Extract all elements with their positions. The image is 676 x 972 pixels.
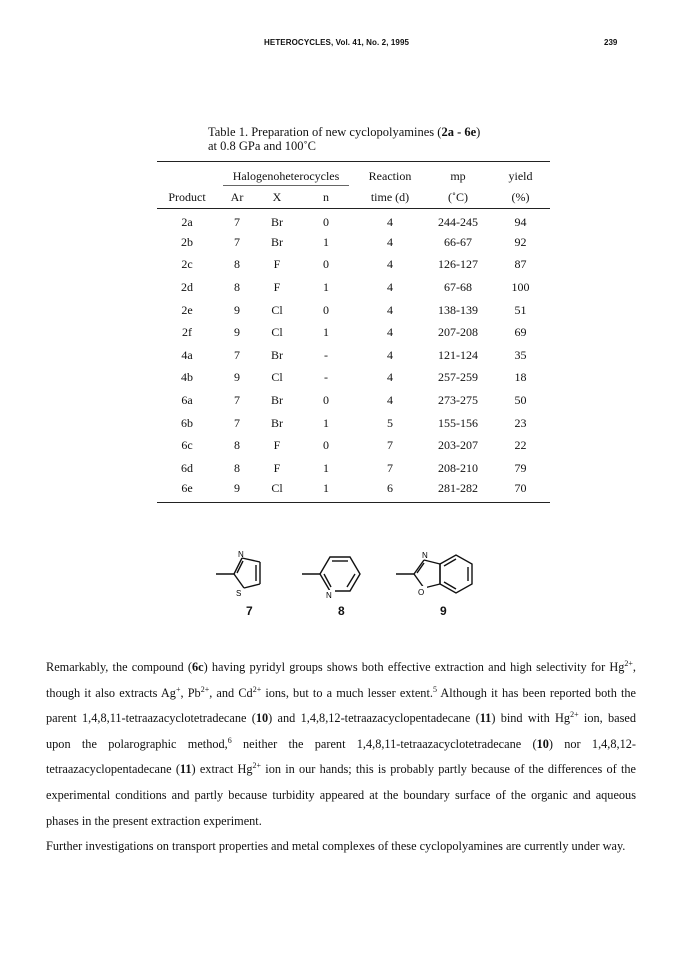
cell-n: 1 (323, 460, 329, 475)
table-row (157, 299, 550, 322)
cell-mp: 126-127 (438, 257, 478, 272)
cell-mp: 208-210 (438, 460, 478, 475)
table-row (157, 254, 550, 277)
cell-time: 4 (387, 347, 393, 362)
cell-x: Br (271, 214, 283, 229)
structure-label-8: 8 (338, 604, 345, 618)
table-row (157, 344, 550, 367)
cell-time: 7 (387, 460, 393, 475)
cell-ar: 7 (234, 415, 240, 430)
table-row (157, 412, 550, 435)
cell-time: 4 (387, 325, 393, 340)
thiazole-structure (212, 540, 292, 610)
cell-time: 4 (387, 302, 393, 317)
cell-n: 0 (323, 257, 329, 272)
table-body (157, 209, 550, 503)
cell-product: 6c (181, 438, 193, 453)
cell-time: 6 (387, 481, 393, 496)
table-caption: Table 1. Preparation of new cyclopolyamines (2a - 6e) at 0.8 GPa and 100˚C (208, 125, 481, 153)
atom-n-label: N (422, 551, 428, 560)
cell-x: Cl (271, 302, 283, 317)
cell-product: 2a (181, 214, 193, 229)
col-time: time (d) (355, 186, 425, 209)
cell-yield: 22 (514, 438, 527, 453)
cell-ar: 7 (234, 234, 240, 249)
caption-range: 2a - 6e (441, 125, 477, 139)
atom-o-label: O (418, 588, 425, 597)
atom-n-label: N (326, 591, 332, 600)
cell-product: 2c (181, 257, 193, 272)
running-header (0, 38, 676, 52)
preparation-table (157, 161, 550, 503)
cell-mp: 155-156 (438, 415, 478, 430)
cell-mp: 203-207 (438, 438, 478, 453)
cell-x: Br (271, 347, 283, 362)
cell-n: - (324, 370, 328, 385)
cell-yield: 50 (514, 393, 527, 408)
cell-product: 6e (181, 481, 193, 496)
cell-time: 4 (387, 280, 393, 295)
cell-mp: 66-67 (444, 234, 472, 249)
cell-mp: 207-208 (438, 325, 478, 340)
cell-mp: 257-259 (438, 370, 478, 385)
table-row (157, 276, 550, 299)
cell-x: Br (271, 415, 283, 430)
cell-product: 6b (181, 415, 193, 430)
cell-product: 2f (182, 325, 192, 340)
cell-ar: 7 (234, 214, 240, 229)
cell-x: Br (271, 234, 283, 249)
benzoxazole-structure (392, 540, 492, 610)
table-row (157, 231, 550, 254)
cell-x: Cl (271, 370, 283, 385)
cell-product: 6a (181, 393, 193, 408)
cell-yield: 100 (511, 280, 530, 295)
cell-yield: 18 (514, 370, 527, 385)
reference-6: 6 (227, 735, 232, 745)
cell-mp: 244-245 (438, 214, 478, 229)
cell-product: 4b (181, 370, 193, 385)
cell-yield: 92 (514, 234, 527, 249)
cell-n: 0 (323, 438, 329, 453)
atom-n-label: N (238, 550, 244, 559)
table-row (157, 321, 550, 344)
col-yield-unit: (%) (491, 186, 550, 209)
cell-x: Cl (271, 325, 283, 340)
cell-n: 1 (323, 234, 329, 249)
cell-x: F (273, 257, 281, 272)
cell-x: F (273, 460, 281, 475)
col-n: n (297, 186, 355, 209)
table-row (157, 457, 550, 480)
cell-time: 4 (387, 370, 393, 385)
table-row (157, 480, 550, 503)
group-header: Halogenoheterocycles (217, 162, 355, 187)
body-text (46, 655, 636, 860)
cell-time: 4 (387, 234, 393, 249)
cell-n: 1 (323, 415, 329, 430)
col-x: X (257, 186, 297, 209)
cell-yield: 35 (514, 347, 527, 362)
cell-yield: 51 (514, 302, 527, 317)
cell-ar: 7 (234, 347, 240, 362)
cell-time: 4 (387, 214, 393, 229)
cell-n: 1 (323, 280, 329, 295)
cell-product: 2e (181, 302, 193, 317)
cell-yield: 79 (514, 460, 527, 475)
cell-mp: 67-68 (444, 280, 472, 295)
cell-product: 4a (181, 347, 193, 362)
cell-x: Br (271, 393, 283, 408)
cell-ar: 8 (234, 280, 240, 295)
cell-time: 4 (387, 257, 393, 272)
pyridine-structure (298, 540, 378, 610)
journal-citation: HETEROCYCLES, Vol. 41, No. 2, 1995 (264, 38, 410, 47)
reference-5: 5 (432, 684, 437, 694)
paragraph-further: Further investigations on transport properties and metal complexes of these cyclopolyamines are currently under way. (46, 839, 626, 854)
cell-mp: 121-124 (438, 347, 478, 362)
cell-yield: 87 (514, 257, 527, 272)
cell-ar: 9 (234, 325, 240, 340)
cell-n: 1 (323, 325, 329, 340)
cell-n: 0 (323, 393, 329, 408)
cell-n: 0 (323, 302, 329, 317)
table-row (157, 367, 550, 390)
cell-x: F (273, 280, 281, 295)
cell-yield: 94 (514, 214, 527, 229)
cell-ar: 7 (234, 393, 240, 408)
cell-mp: 273-275 (438, 393, 478, 408)
cell-ar: 8 (234, 438, 240, 453)
atom-s-label: S (236, 589, 242, 598)
structure-label-9: 9 (440, 604, 447, 618)
paragraph-extraction: Remarkably, the compound (6c) having pyridyl groups shows both effective extraction and high selectivity for $Hg^{2+}$, though it also extracts Ag+, $Pb^{2+}$, and $Cd^{2+}$ ions, but to a much lesser extent.$^5$ Although it has been reported both the parent 1,4,8,11-tetraazacyclotetradecane (10) and 1,4,8,12-tetraazacyclopentadecane (11) bind with $Hg^{2+}$ ion, based upon the polarographic method,$^6$ neither the parent 1,4,8,11-tetraazacyclotetradecane (10) nor 1,4,8,12-tetraazacyclopentadecane (11) extract $Hg^{2+}$ ion in our hands; this is probably partly because of the differences of the experimental conditions and partly because turbidity appeared at the boundary surface of the organic and aqueous phases in the present extraction experiment. (46, 658, 637, 828)
table-row (157, 209, 550, 232)
cell-x: F (273, 438, 281, 453)
cell-yield: 69 (514, 325, 527, 340)
cell-ar: 9 (234, 370, 240, 385)
cell-time: 5 (387, 415, 393, 430)
cell-mp: 138-139 (438, 302, 478, 317)
cell-product: 2d (181, 280, 193, 295)
col-ar: Ar (217, 186, 257, 209)
table-row (157, 434, 550, 457)
cell-product: 2b (181, 234, 193, 249)
cell-yield: 23 (514, 415, 527, 430)
page-number: 239 (604, 38, 618, 47)
cell-product: 6d (181, 460, 193, 475)
structure-label-7: 7 (246, 604, 253, 618)
col-reaction: Reaction (368, 169, 412, 183)
col-mp-unit: (˚C) (425, 186, 491, 209)
cell-time: 4 (387, 393, 393, 408)
cell-x: Cl (271, 481, 283, 496)
cell-mp: 281-282 (438, 481, 478, 496)
cell-n: 1 (323, 481, 329, 496)
cell-time: 7 (387, 438, 393, 453)
cell-n: - (324, 347, 328, 362)
cell-n: 0 (323, 214, 329, 229)
cell-ar: 8 (234, 460, 240, 475)
cell-ar: 9 (234, 302, 240, 317)
caption-conditions: at 0.8 GPa and 100˚C (208, 139, 316, 153)
col-product: Product (157, 186, 217, 209)
cell-ar: 8 (234, 257, 240, 272)
cell-yield: 70 (514, 481, 527, 496)
table-row (157, 389, 550, 412)
col-mp: mp (450, 169, 466, 183)
cell-ar: 9 (234, 481, 240, 496)
col-yield: yield (508, 169, 533, 183)
